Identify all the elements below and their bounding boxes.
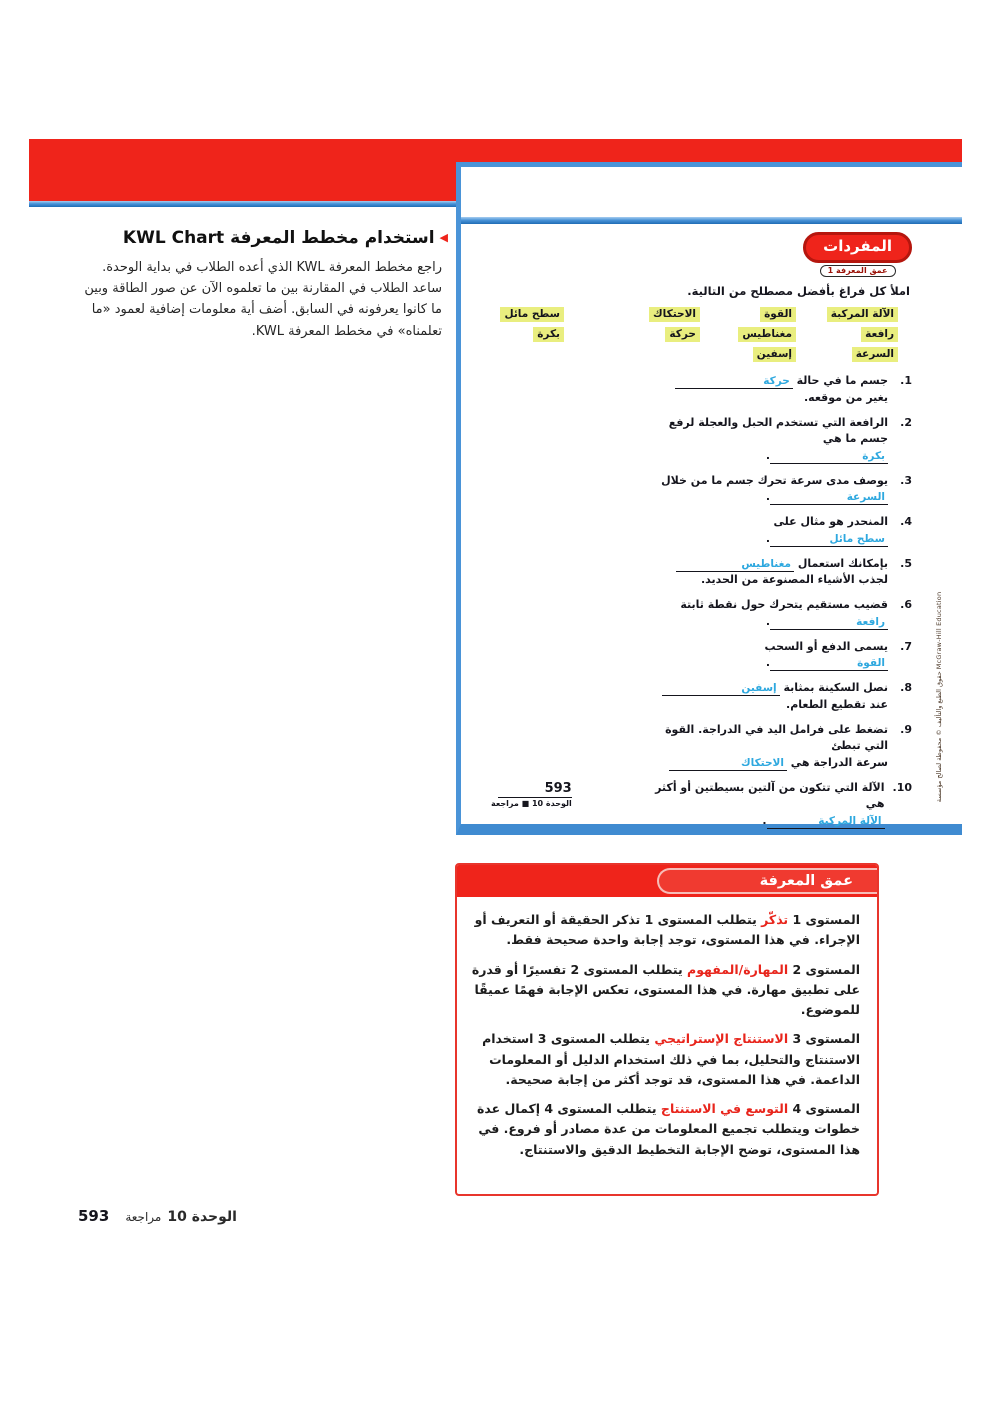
question-segment: المنحدر هو مثال على [773, 515, 888, 528]
worksheet-box [456, 162, 962, 835]
question-segment: يوصف مدى سرعة تحرك جسم ما من خلال [661, 473, 888, 487]
dok-level-name: الاستنتاج الإستراتيجي [650, 1031, 789, 1047]
dok-level-prefix: المستوى 1 [788, 912, 860, 927]
answer-text: رافعة [856, 615, 885, 628]
vocabulary-badge-wrap [803, 232, 912, 277]
footer-page-number: 593 [78, 1207, 110, 1225]
question-row [650, 680, 912, 713]
dok-level [471, 1099, 860, 1160]
word-bank [489, 307, 898, 362]
word-bank-term: الآلة المركبة [827, 307, 898, 322]
worksheet-page-number: 593 [498, 781, 572, 798]
word-bank-term: حركة [665, 327, 700, 342]
answer-text: حركة [763, 375, 790, 387]
question-segment: بإمكانك استعمال [794, 556, 888, 570]
question-segment: جسم ما في حالة [792, 374, 888, 387]
dok-tag: عمق المعرفة 1 [820, 265, 896, 277]
answer-text: بكرة [862, 449, 885, 462]
answer-text: سطح مائل [829, 532, 885, 545]
kwl-heading [74, 228, 448, 248]
question-row [650, 415, 912, 465]
question-number: 4. [900, 515, 912, 528]
question-segment: . [765, 614, 770, 628]
question-list [650, 373, 912, 829]
copyright-sideline: حقوق الطبع والتأليف © محفوظة لصالح مؤسسة McGraw-Hill Education [935, 591, 943, 803]
answer-blank [676, 557, 794, 572]
question-segment: الرافعة التي تستخدم الحبل والعجلة لرفع جسم ما هي [668, 415, 888, 445]
answer-blank [770, 449, 888, 464]
question-segment: قضيب مستقيم يتحرك حول نقطة ثابتة [680, 598, 888, 611]
dok-level-prefix: المستوى 4 [788, 1101, 860, 1116]
answer-text: الآلة المركبة [818, 814, 882, 827]
word-bank-term: مغناطيس [738, 327, 796, 342]
question-number: 5. [900, 556, 912, 570]
question-number: 3. [900, 473, 912, 487]
dok-levels [457, 897, 877, 1160]
answer-blank [675, 374, 793, 389]
kwl-heading-text: استخدام مخطط المعرفة KWL Chart [122, 228, 435, 248]
dok-level-prefix: المستوى 3 [788, 1031, 860, 1047]
question-text [650, 473, 888, 506]
dok-level-text: يتطلب المستوى 2 تفسيرًا أو قدرة على تطبيق مهارة. في هذا المستوى، تعكس الإجابة فهمًا عميقًا للموضوع. [471, 961, 860, 1017]
answer-text: الاحتكاك [741, 756, 784, 769]
question-text [650, 722, 888, 772]
answer-text: القوة [857, 657, 885, 669]
question-row [650, 597, 912, 630]
question-segment: لجذب الأشياء المصنوعة من الحديد. [700, 573, 888, 586]
question-segment: نصل السكينة بمثابة [779, 681, 888, 694]
question-text [650, 373, 888, 406]
question-row [650, 514, 912, 547]
answer-blank [770, 615, 888, 630]
question-segment: . [765, 448, 770, 462]
question-number: 1. [900, 374, 912, 387]
answer-text: إسفين [741, 682, 777, 694]
triangle-bullet-icon: ◀ [439, 231, 448, 244]
footer-section: مراجعة [125, 1210, 162, 1224]
dok-level-prefix: المستوى 2 [788, 961, 860, 977]
question-row [650, 473, 912, 506]
question-text [650, 780, 885, 830]
worksheet-top-strip [461, 167, 962, 217]
word-bank-term: القوة [760, 307, 796, 322]
question-segment: عند تقطيع الطعام. [786, 697, 888, 711]
dok-level-text: يتطلب المستوى 3 استخدام الاستنتاج والتحليل، بما في ذلك استخدام الدليل أو المعلومات الداعمة. في هذا المستوى، قد توجد أكثر من إجابة صحيحة. [482, 1031, 860, 1087]
dok-level-name: التوسع في الاستنتاج [656, 1101, 789, 1116]
word-bank-term: سطح مائل [500, 307, 564, 322]
worksheet-footer [491, 781, 572, 808]
question-segment: يغير من موقعه. [803, 390, 888, 404]
question-segment: . [762, 813, 767, 827]
answer-text: السرعة [846, 491, 885, 503]
question-text [650, 514, 888, 547]
worksheet-instruction: املأ كل فراغ بأفضل مصطلح من التالية. [687, 284, 910, 298]
question-text [650, 597, 888, 630]
dok-level [471, 910, 860, 951]
question-segment: . [765, 656, 770, 669]
question-text [650, 639, 888, 672]
question-segment: يسمى الدفع أو السحب [764, 639, 888, 653]
question-segment: . [765, 531, 770, 545]
worksheet-blue-divider [461, 217, 962, 224]
worksheet-unit-line: الوحدة 10 ■ مراجعة [491, 799, 572, 808]
word-bank-term: بكرة [533, 327, 564, 342]
question-segment: . [765, 490, 770, 503]
teacher-note-column [74, 228, 448, 342]
question-segment: سرعة الدراجة هي [786, 755, 888, 769]
dok-header [457, 865, 877, 897]
answer-blank [767, 814, 885, 829]
word-bank-term: رافعة [861, 327, 898, 342]
question-row [650, 556, 912, 589]
question-number: 9. [900, 722, 912, 736]
word-bank-term: الاحتكاك [649, 307, 700, 322]
question-row [650, 780, 912, 830]
question-text [650, 556, 888, 589]
question-number: 6. [900, 598, 912, 611]
page-footer [78, 1207, 237, 1225]
question-row [650, 639, 912, 672]
kwl-body-text: راجع مخطط المعرفة KWL الذي أعده الطلاب في بداية الوحدة. ساعد الطلاب في المقارنة بين ما تعلموه الآن عن صور الطاقة وبين ما كانوا يعرفونه في السابق. أضف أية معلومات إضافية لعمود «ما تعلمناه» في مخطط المعرفة KWL. [84, 260, 442, 339]
dok-title: عمق المعرفة [759, 873, 853, 889]
worksheet-content [461, 224, 962, 829]
answer-blank [669, 756, 787, 771]
dok-level-text: يتطلب المستوى 1 تذكر الحقيقة أو التعريف أو الإجراء. في هذا المستوى، توجد إجابة واحدة صحيحة فقط. [474, 912, 860, 948]
question-text [650, 680, 888, 713]
answer-blank [770, 656, 888, 671]
question-number: 7. [900, 639, 912, 653]
dok-level-text: يتطلب المستوى 4 إكمال عدة خطوات ويتطلب تجميع المعلومات من عدة مصادر أو فروع. في هذا المستوى، توضح الإجابة التخطيط الدقيق والاستنتاج. [477, 1101, 860, 1157]
vocabulary-badge: المفردات [803, 232, 912, 263]
question-number: 10. [892, 780, 912, 794]
word-bank-term: السرعة [852, 347, 898, 362]
footer-unit-label [125, 1209, 237, 1225]
dok-level-name: المهارة/المفهوم [682, 961, 789, 977]
question-row [650, 722, 912, 772]
dok-level [471, 1029, 860, 1090]
question-segment: الآلة التي تتكون من آلتين بسيطتين أو أكثر هي [655, 780, 885, 810]
question-text [650, 415, 888, 465]
dok-level [471, 960, 860, 1021]
footer-unit: الوحدة 10 [167, 1209, 237, 1225]
depth-of-knowledge-box [455, 863, 879, 1196]
question-segment: تضغط على فرامل اليد في الدراجة. القوة التي تبطئ [665, 722, 888, 752]
question-number: 2. [900, 415, 912, 429]
answer-text: مغناطيس [741, 557, 792, 570]
question-number: 8. [900, 681, 912, 694]
answer-blank [770, 490, 888, 505]
answer-blank [662, 681, 780, 696]
word-bank-term: إسفين [753, 347, 796, 362]
answer-blank [770, 532, 888, 547]
banner-blue-rule [29, 201, 462, 207]
question-row [650, 373, 912, 406]
dok-level-name: تذكّر [756, 912, 789, 927]
